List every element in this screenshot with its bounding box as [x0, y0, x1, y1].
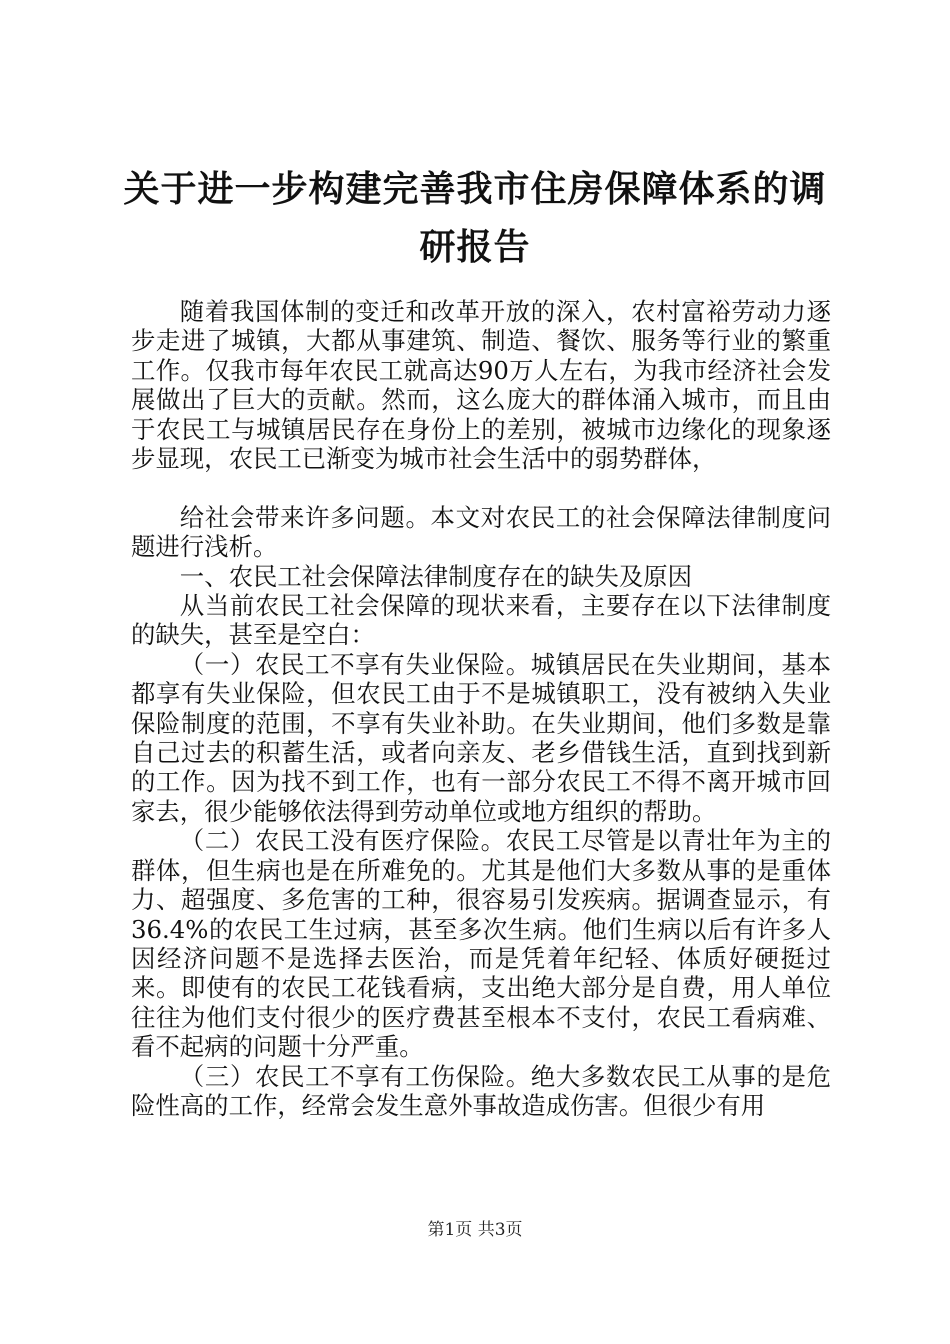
paragraph-medical-insurance: （二）农民工没有医疗保险。农民工尽管是以青壮年为主的群体，但生病也是在所难免的。尤其是他们大多数从事的是重体力、超强度、多危害的工种，很容易引发疾病。据调查显示，有36.4%的农民工生过病，甚至多次生病。他们生病以后有许多人因经济问题不是选择去医治，而是凭着年纪轻、体质好硬挺过来。即使有的农民工花钱看病，支出绝大部分是自费，用人单位往往为他们支付很少的医疗费甚至根本不支付，农民工看病难、看不起病的问题十分严重。 — [131, 826, 831, 1062]
paragraph-injury-insurance: （三）农民工不享有工伤保险。绝大多数农民工从事的是危险性高的工作，经常会发生意外事故造成伤害。但很少有用 — [131, 1061, 831, 1120]
section-heading-1: 一、农民工社会保障法律制度存在的缺失及原因 — [179, 561, 693, 591]
page-footer: 第1页 共3页 — [427, 1220, 523, 1240]
paragraph-intro-continued: 给社会带来许多问题。本文对农民工的社会保障法律制度问题进行浅析。 — [131, 502, 831, 562]
paragraph-intro: 随着我国体制的变迁和改革开放的深入，农村富裕劳动力逐步走进了城镇，大都从事建筑、制造、餐饮、服务等行业的繁重工作。仅我市每年农民工就高达90万人左右，为我市经济社会发展做出了巨大的贡献。然而，这么庞大的群体涌入城市，而且由于农民工与城镇居民存在身份上的差别，被城市边缘化的现象逐步显现，农民工已渐变为城市社会生活中的弱势群体， — [131, 297, 831, 474]
paragraph-unemployment-insurance: （一）农民工不享有失业保险。城镇居民在失业期间，基本都享有失业保险，但农民工由于不是城镇职工，没有被纳入失业保险制度的范围，不享有失业补助。在失业期间，他们多数是靠自己过去的积蓄生活，或者向亲友、老乡借钱生活，直到找到新的工作。因为找不到工作，也有一部分农民工不得不离开城市回家去，很少能够依法得到劳动单位或地方组织的帮助。 — [131, 649, 831, 826]
document-title: 关于进一步构建完善我市住房保障体系的调研报告 — [123, 168, 827, 268]
paragraph-overview: 从当前农民工社会保障的现状来看，主要存在以下法律制度的缺失，甚至是空白： — [131, 591, 831, 650]
document-body — [131, 297, 831, 1120]
